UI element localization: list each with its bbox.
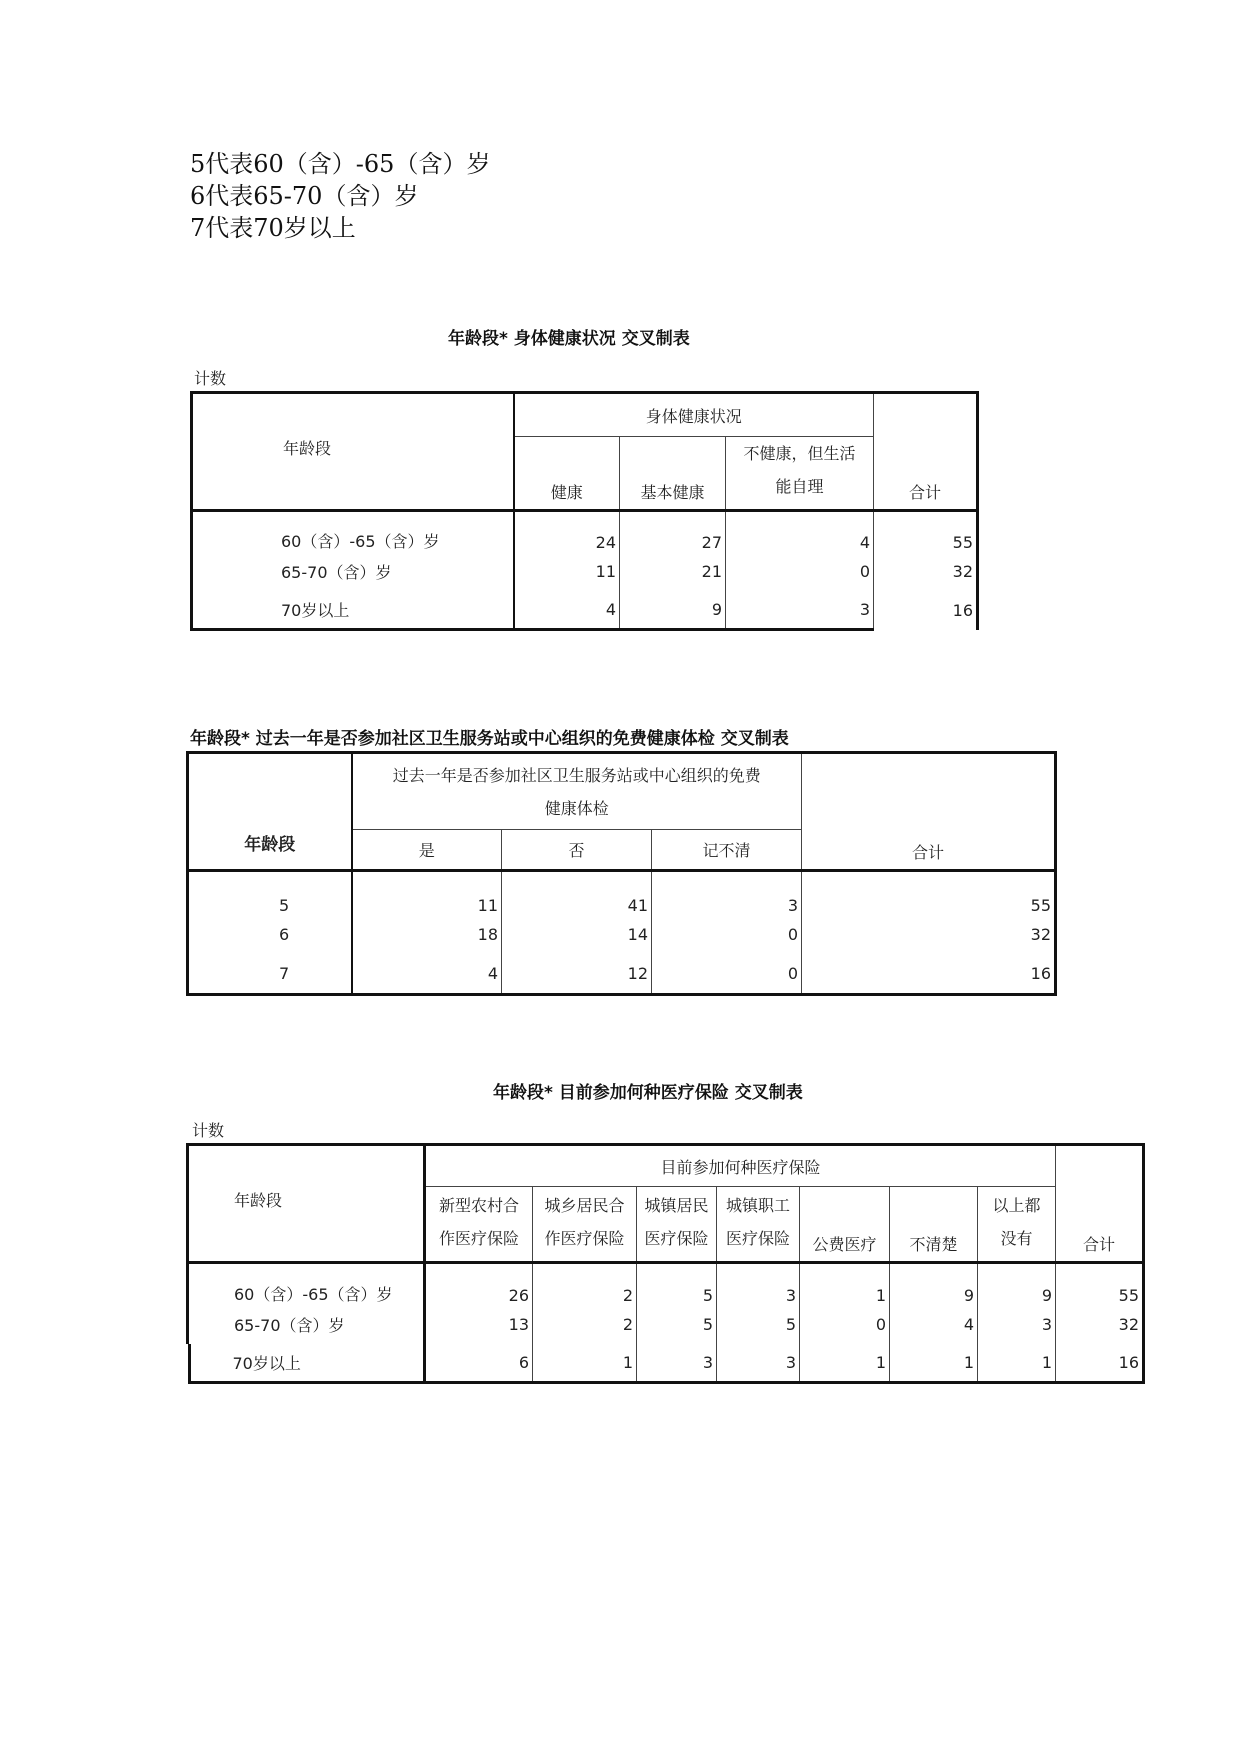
col-header: 以上都 没有 xyxy=(978,1187,1056,1263)
table-row xyxy=(188,955,1056,995)
total-header: 合计 xyxy=(802,753,1056,871)
legend-line: 7代表70岁以上 xyxy=(190,214,356,242)
row-label: 70岁以上 xyxy=(188,1344,425,1383)
row-label: 7 xyxy=(188,955,352,995)
cell: 32 xyxy=(1056,1305,1144,1344)
cell: 1 xyxy=(890,1344,978,1383)
cell: 16 xyxy=(874,591,978,630)
cell: 13 xyxy=(425,1305,533,1344)
table-row xyxy=(188,1263,1144,1305)
legend-line: 6代表65-70（含）岁 xyxy=(190,182,419,210)
cell: 5 xyxy=(637,1305,717,1344)
cell: 5 xyxy=(717,1305,800,1344)
group-header: 目前参加何种医疗保险 xyxy=(425,1145,1056,1187)
table1-health-status xyxy=(190,391,979,631)
col-header: 记不清 xyxy=(652,830,802,871)
cell: 41 xyxy=(502,871,652,915)
cell: 4 xyxy=(352,955,502,995)
total-header: 合计 xyxy=(1056,1145,1144,1263)
cell: 24 xyxy=(514,511,620,552)
row-label: 5 xyxy=(188,871,352,915)
table-row xyxy=(192,511,978,552)
cell: 21 xyxy=(620,552,726,591)
table-row xyxy=(188,871,1056,915)
cell: 55 xyxy=(874,511,978,552)
col-header: 公费医疗 xyxy=(800,1187,890,1263)
cell: 9 xyxy=(620,591,726,630)
cell: 4 xyxy=(890,1305,978,1344)
group-header: 身体健康状况 xyxy=(514,393,874,437)
cell: 32 xyxy=(802,915,1056,955)
table3-title: 年龄段* 目前参加何种医疗保险 交叉制表 xyxy=(493,1083,803,1103)
cell: 32 xyxy=(874,552,978,591)
row-header: 年龄段 xyxy=(188,1145,425,1263)
col-header: 否 xyxy=(502,830,652,871)
cell: 12 xyxy=(502,955,652,995)
cell: 3 xyxy=(652,871,802,915)
cell: 9 xyxy=(978,1263,1056,1305)
row-label: 65-70（含）岁 xyxy=(188,1305,425,1344)
table2-title: 年龄段* 过去一年是否参加社区卫生服务站或中心组织的免费健康体检 交叉制表 xyxy=(190,729,789,749)
table-row xyxy=(188,915,1056,955)
col-header: 新型农村合 作医疗保险 xyxy=(425,1187,533,1263)
cell: 1 xyxy=(800,1344,890,1383)
cell: 1 xyxy=(978,1344,1056,1383)
cell: 2 xyxy=(533,1263,637,1305)
cell: 16 xyxy=(802,955,1056,995)
row-header: 年龄段 xyxy=(192,393,514,511)
row-header: 年龄段 xyxy=(188,753,352,871)
col-header: 健康 xyxy=(514,437,620,511)
cell: 26 xyxy=(425,1263,533,1305)
col-header: 是 xyxy=(352,830,502,871)
cell: 11 xyxy=(514,552,620,591)
legend-line: 5代表60（含）-65（含）岁 xyxy=(190,150,491,178)
cell: 2 xyxy=(533,1305,637,1344)
col-header: 不清楚 xyxy=(890,1187,978,1263)
cell: 4 xyxy=(514,591,620,630)
row-label: 60（含）-65（含）岁 xyxy=(192,511,514,552)
cell: 3 xyxy=(717,1263,800,1305)
cell: 0 xyxy=(652,915,802,955)
row-label: 60（含）-65（含）岁 xyxy=(188,1263,425,1305)
table-row xyxy=(192,591,978,630)
cell: 14 xyxy=(502,915,652,955)
cell: 0 xyxy=(800,1305,890,1344)
cell: 3 xyxy=(978,1305,1056,1344)
cell: 3 xyxy=(637,1344,717,1383)
cell: 5 xyxy=(637,1263,717,1305)
cell: 18 xyxy=(352,915,502,955)
col-header: 不健康，但生活 能自理 xyxy=(726,437,874,511)
table1-title: 年龄段* 身体健康状况 交叉制表 xyxy=(448,329,690,349)
cell: 4 xyxy=(726,511,874,552)
cell: 3 xyxy=(717,1344,800,1383)
group-header: 过去一年是否参加社区卫生服务站或中心组织的免费 健康体检 xyxy=(352,753,802,830)
cell: 3 xyxy=(726,591,874,630)
age-code-legend xyxy=(190,148,490,244)
cell: 16 xyxy=(1056,1344,1144,1383)
table-row xyxy=(192,552,978,591)
row-label: 6 xyxy=(188,915,352,955)
col-header: 基本健康 xyxy=(620,437,726,511)
cell: 0 xyxy=(726,552,874,591)
col-header: 城镇职工 医疗保险 xyxy=(717,1187,800,1263)
col-header: 城镇居民 医疗保险 xyxy=(637,1187,717,1263)
cell: 55 xyxy=(802,871,1056,915)
cell: 1 xyxy=(533,1344,637,1383)
cell: 27 xyxy=(620,511,726,552)
table3-unit: 计数 xyxy=(192,1121,225,1140)
row-label: 70岁以上 xyxy=(192,591,514,630)
table1-unit: 计数 xyxy=(194,369,227,388)
cell: 55 xyxy=(1056,1263,1144,1305)
row-label: 65-70（含）岁 xyxy=(192,552,514,591)
table-row xyxy=(188,1344,1144,1383)
table3-medical-insurance xyxy=(186,1143,1145,1384)
total-header: 合计 xyxy=(874,393,978,511)
table2-free-checkup xyxy=(186,751,1057,996)
col-header: 城乡居民合 作医疗保险 xyxy=(533,1187,637,1263)
cell: 11 xyxy=(352,871,502,915)
cell: 0 xyxy=(652,955,802,995)
cell: 1 xyxy=(800,1263,890,1305)
cell: 6 xyxy=(425,1344,533,1383)
cell: 9 xyxy=(890,1263,978,1305)
table-row xyxy=(188,1305,1144,1344)
